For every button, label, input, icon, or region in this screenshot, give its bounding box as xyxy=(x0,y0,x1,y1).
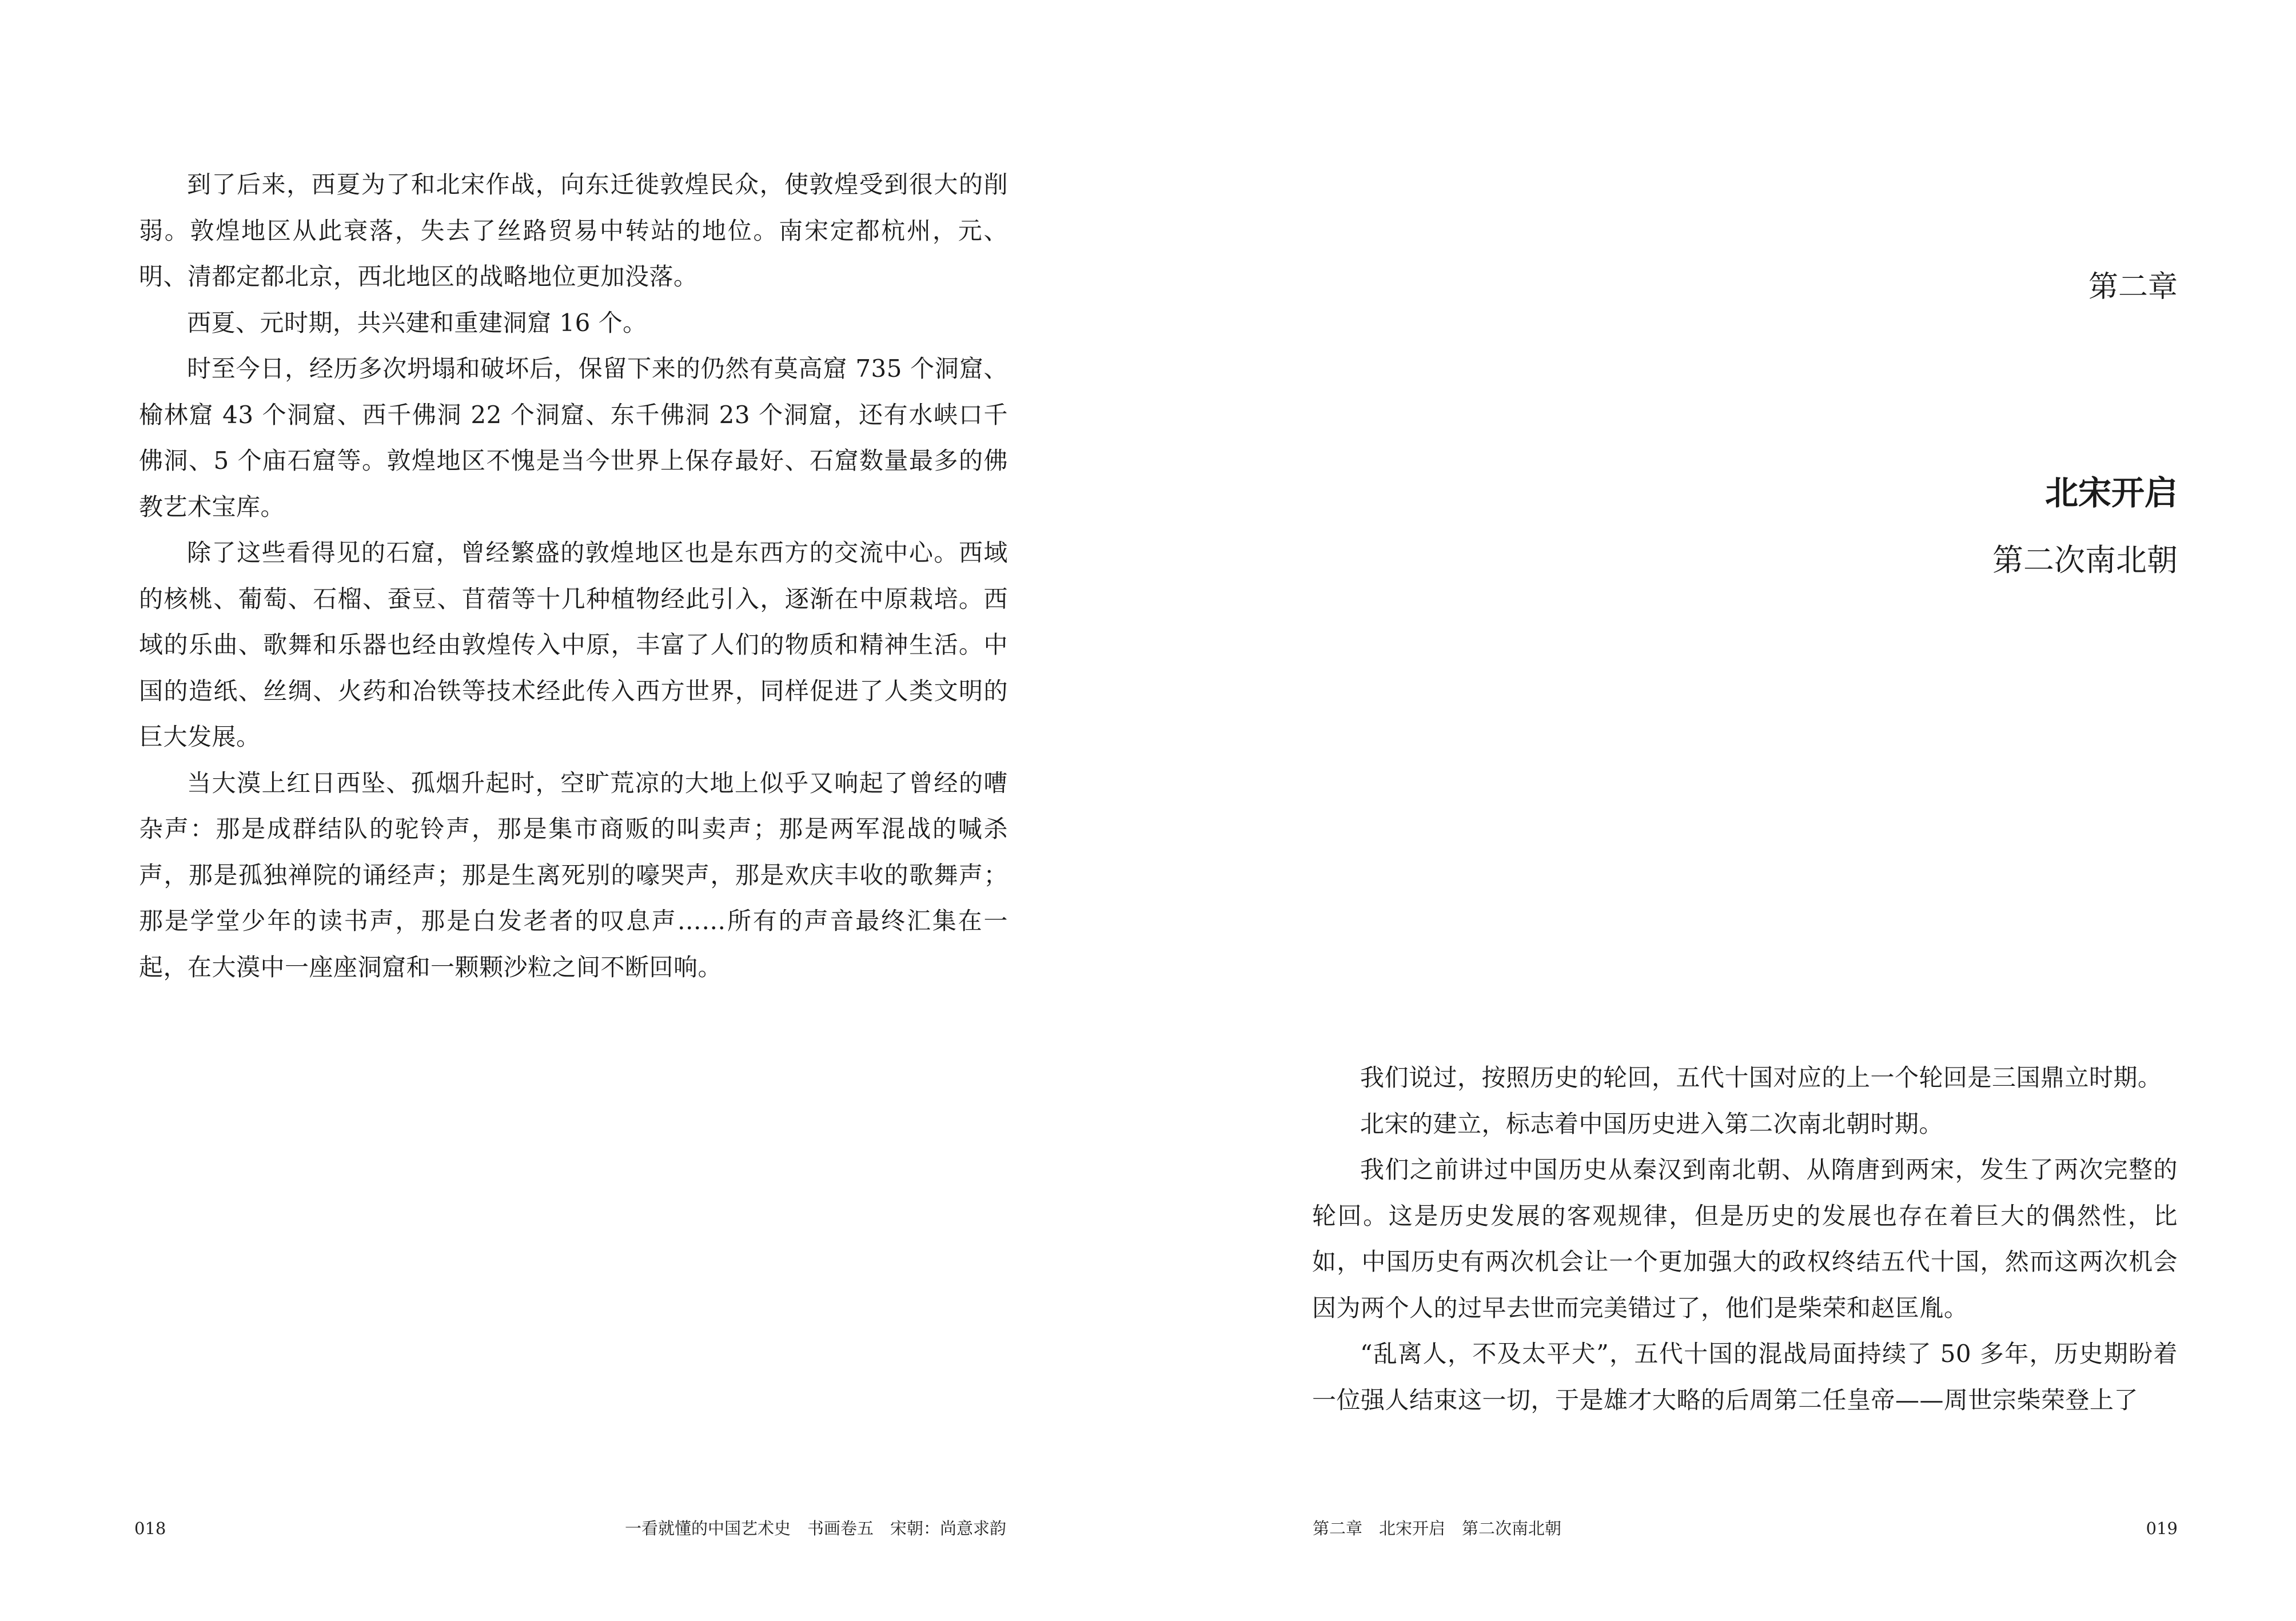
paragraph: 我们说过，按照历史的轮回，五代十国对应的上一个轮回是三国鼎立时期。 xyxy=(1360,1064,2162,1092)
paragraph: “乱离人，不及太平犬”，五代十国的混战局面持续了 50 多年，历史期盼着一位强人结束这一切，于是雄才大略的后周第二任皇帝——周世宗柴荣登上了 xyxy=(1312,1340,2178,1414)
page-number: 018 xyxy=(134,1519,166,1538)
right-page xyxy=(1148,0,2296,1621)
page-number: 019 xyxy=(2146,1519,2178,1538)
paragraph: 我们之前讲过中国历史从秦汉到南北朝、从隋唐到两宋，发生了两次完整的轮回。这是历史发展的客观规律，但是历史的发展也存在着巨大的偶然性，比如，中国历史有两次机会让一个更加强大的政权终结五代十国，然而这两次机会因为两个人的过早去世而完美错过了，他们是柴荣和赵匡胤。 xyxy=(1312,1156,2178,1322)
chapter-subtitle: 第二次南北朝 xyxy=(1992,542,2178,578)
paragraph: 时至今日，经历多次坍塌和破坏后，保留下来的仍然有莫高窟 735 个洞窟、榆林窟 43 个洞窟、西千佛洞 22 个洞窟、东千佛洞 23 个洞窟，还有水峡口千佛洞、5 个庙石窟等。敦煌地区不愧是当今世界上保存最好、石窟数量最多的佛教艺术宝库。 xyxy=(139,355,1008,521)
paragraph: 除了这些看得见的石窟，曾经繁盛的敦煌地区也是东西方的交流中心。西域的核桃、葡萄、石榴、蚕豆、苜蓿等十几种植物经此引入，逐渐在中原栽培。西域的乐曲、歌舞和乐器也经由敦煌传入中原，丰富了人们的物质和精神生活。中国的造纸、丝绸、火药和冶铁等技术经此传入西方世界，同样促进了人类文明的巨大发展。 xyxy=(139,539,1008,751)
paragraph: 当大漠上红日西坠、孤烟升起时，空旷荒凉的大地上似乎又响起了曾经的嘈杂声：那是成群结队的驼铃声，那是集市商贩的叫卖声；那是两军混战的喊杀声，那是孤独禅院的诵经声；那是生离死别的嚎哭声，那是欢庆丰收的歌舞声；那是学堂少年的读书声，那是白发老者的叹息声……所有的声音最终汇集在一起，在大漠中一座座洞窟和一颗颗沙粒之间不断回响。 xyxy=(139,768,1008,981)
left-page-body xyxy=(139,162,1008,990)
chapter-number: 第二章 xyxy=(2088,270,2178,304)
paragraph: 北宋的建立，标志着中国历史进入第二次南北朝时期。 xyxy=(1360,1109,1944,1138)
paragraph: 到了后来，西夏为了和北宋作战，向东迁徙敦煌民众，使敦煌受到很大的削弱。敦煌地区从此衰落，失去了丝路贸易中转站的地位。南宋定都杭州，元、明、清都定都北京，西北地区的战略地位更加没落。 xyxy=(139,170,1008,290)
running-head: 第二章 北宋开启 第二次南北朝 xyxy=(1313,1519,1562,1538)
running-head: 一看就懂的中国艺术史 书画卷五 宋朝：尚意求韵 xyxy=(624,1519,1006,1538)
chapter-title: 北宋开启 xyxy=(2044,473,2178,512)
right-page-body xyxy=(1312,1055,2178,1423)
paragraph: 西夏、元时期，共兴建和重建洞窟 16 个。 xyxy=(187,308,647,337)
